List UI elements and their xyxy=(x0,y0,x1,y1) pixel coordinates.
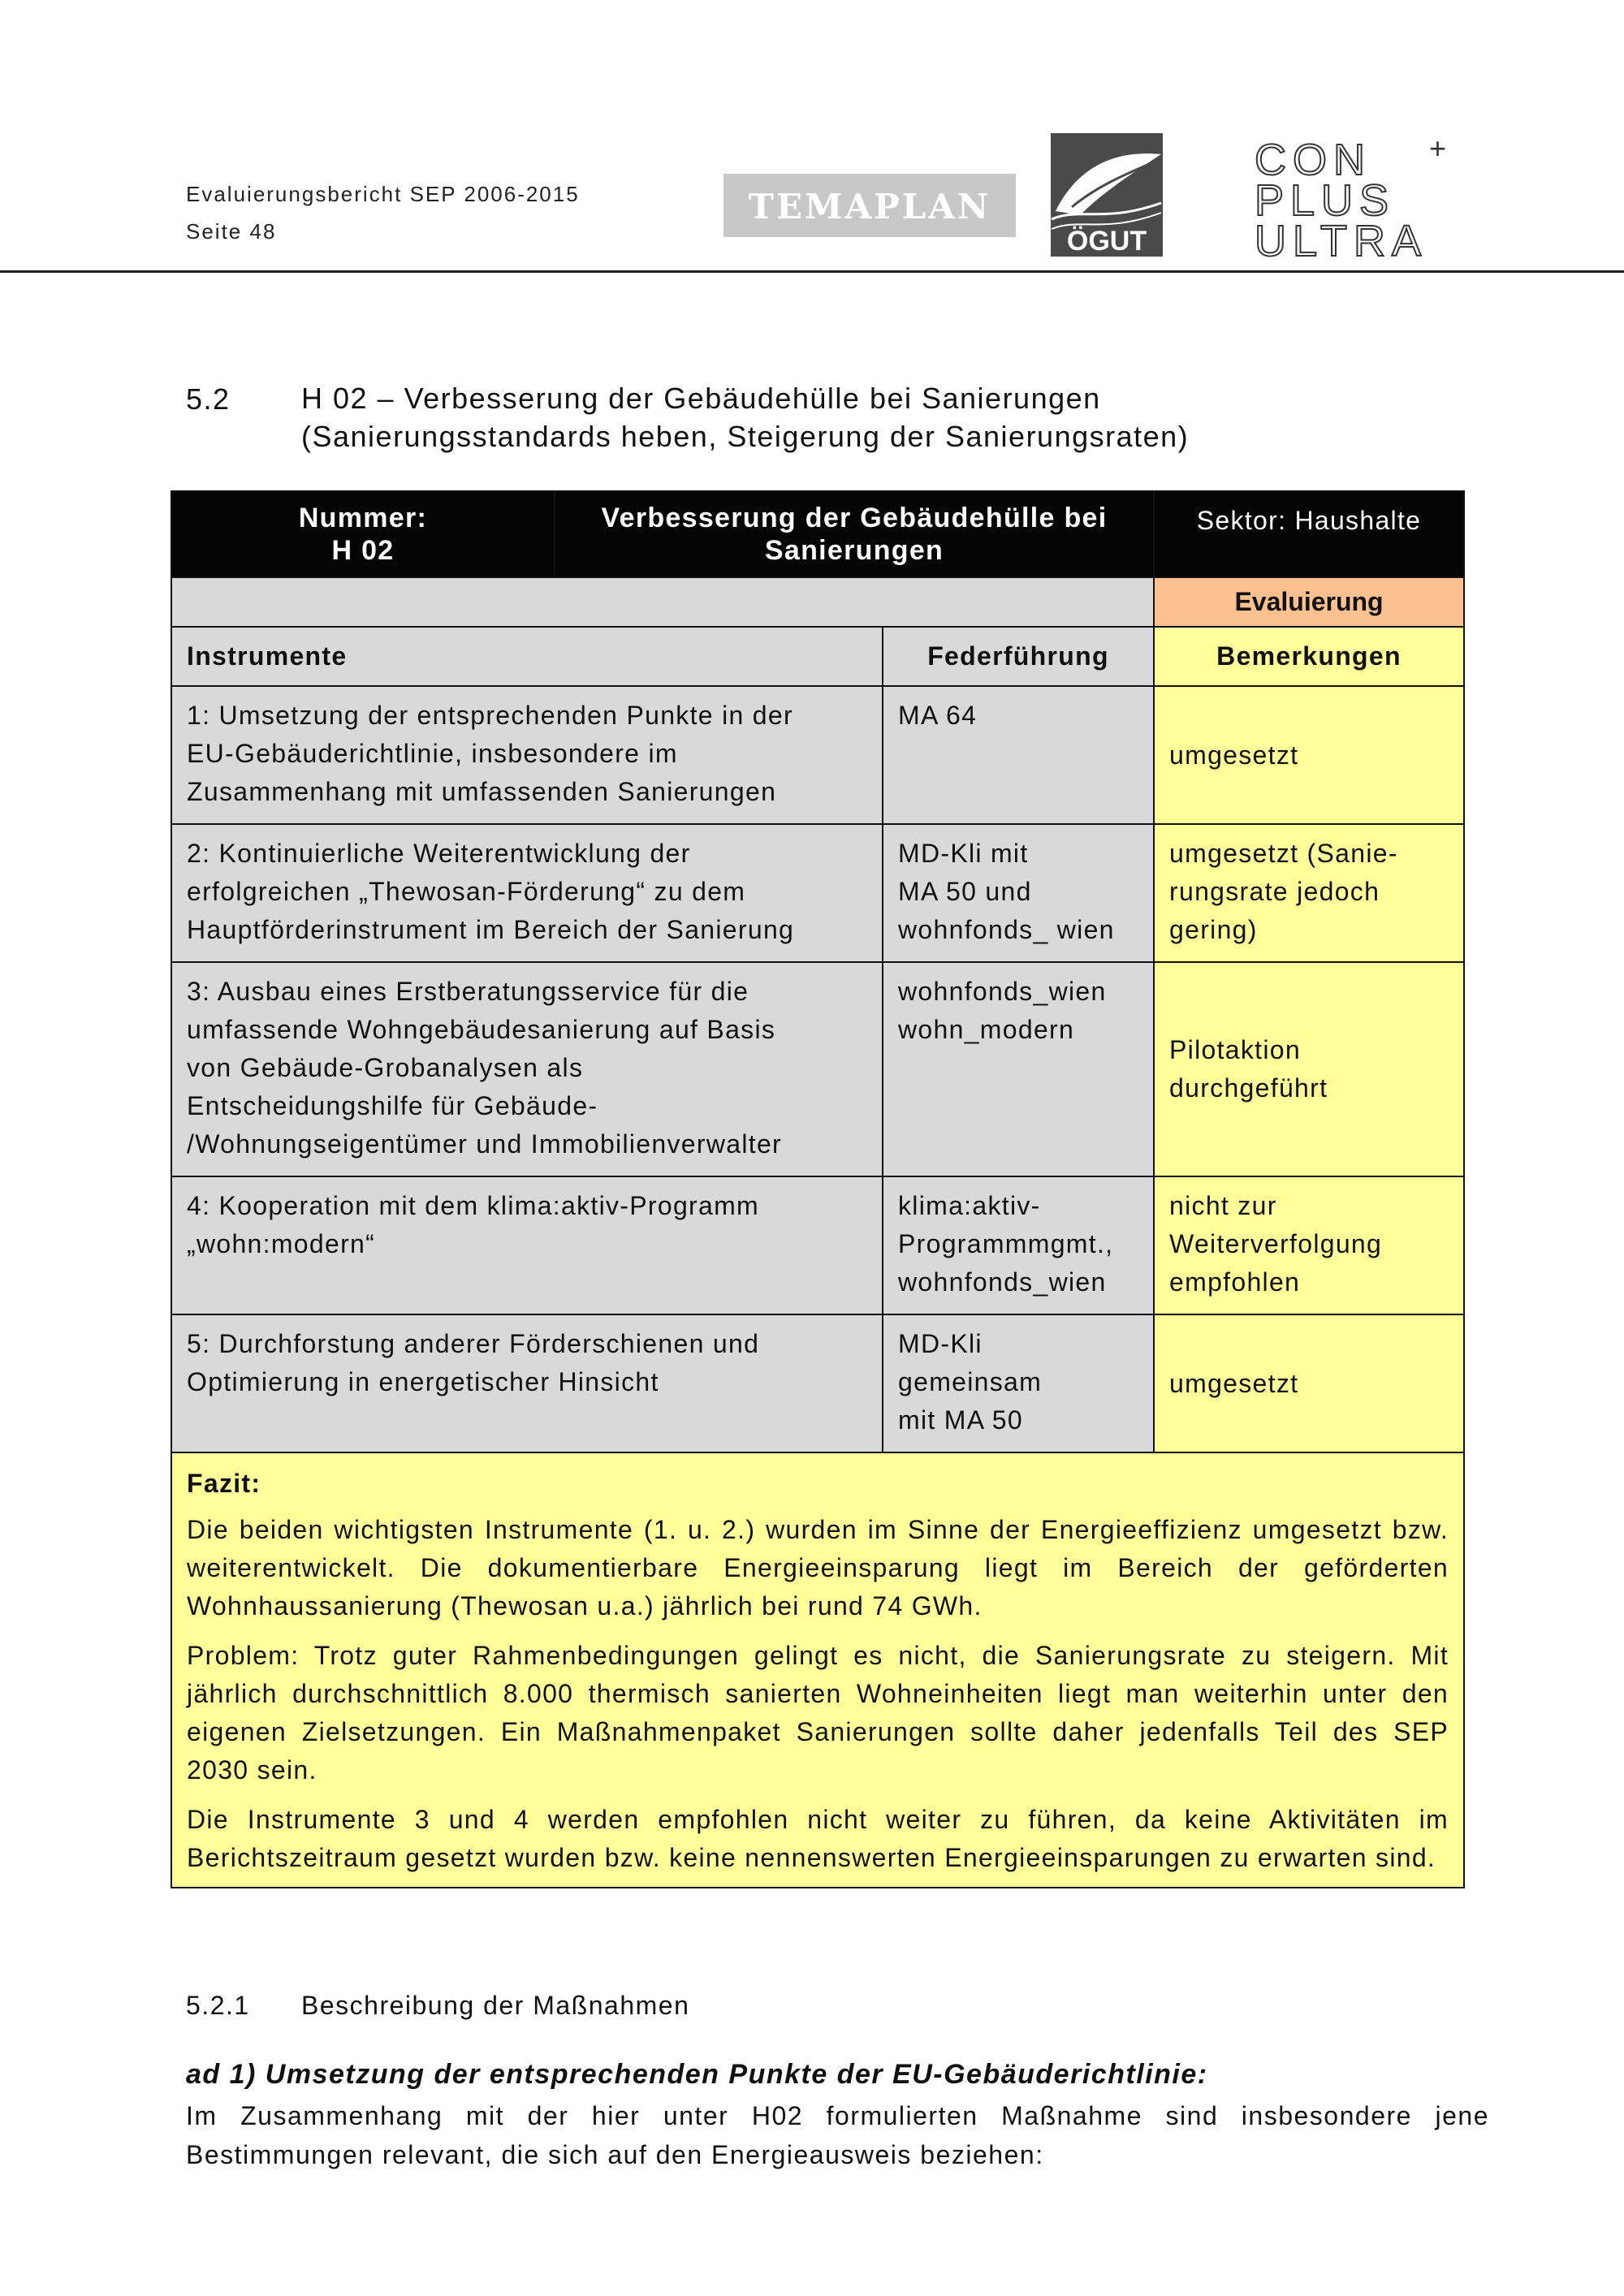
instrument-line: 1: Umsetzung der entsprechenden Punkte in der xyxy=(187,701,793,730)
lead-line: wohnfonds_ wien xyxy=(898,915,1115,944)
instrument-line: von Gebäude-Grobanalysen als xyxy=(187,1053,584,1082)
lead-cell xyxy=(883,1314,1154,1452)
conplus-logo xyxy=(1250,134,1453,264)
measure-table xyxy=(171,490,1465,1888)
instrument-cell xyxy=(171,1314,883,1452)
instrument-line: umfassende Wohngebäudesanierung auf Basis xyxy=(187,1015,776,1044)
ogut-logo-text: ÖGUT xyxy=(1066,226,1147,257)
nummer-label: Nummer: xyxy=(298,503,428,533)
instrument-line: 5: Durchforstung anderer Förderschienen und xyxy=(187,1329,760,1358)
measure-title-cell xyxy=(555,491,1154,577)
conplus-plus: + xyxy=(1429,134,1447,165)
measure-title-line1: Verbesserung der Gebäudehülle bei xyxy=(601,503,1108,533)
lead-cell xyxy=(883,686,1154,824)
instrument-line: Optimierung in energetischer Hinsicht xyxy=(187,1367,659,1396)
remark-cell xyxy=(1154,686,1464,824)
table-title-row xyxy=(171,491,1464,577)
lead-line: klima:aktiv- xyxy=(898,1191,1041,1220)
lead-line: MA 50 und xyxy=(898,877,1032,906)
subsection-title: Beschreibung der Maßnahmen xyxy=(301,1991,690,2020)
remark-line: Pilotaktion xyxy=(1169,1035,1301,1064)
remark-cell xyxy=(1154,1176,1464,1314)
sektor-cell: Sektor: Haushalte xyxy=(1154,491,1464,577)
instrument-line: Zusammenhang mit umfassenden Sanierungen xyxy=(187,777,777,806)
lead-cell xyxy=(883,1176,1154,1314)
instrument-line: Hauptförderinstrument im Bereich der Sanierung xyxy=(187,915,795,944)
section-title-line1: H 02 – Verbesserung der Gebäudehülle bei Sanierungen xyxy=(301,382,1101,415)
page-number: Seite 48 xyxy=(186,219,277,244)
col-instrumente: Instrumente xyxy=(171,627,883,686)
remark-line: nicht zur xyxy=(1169,1191,1277,1220)
remark-line: empfohlen xyxy=(1169,1267,1301,1297)
evaluierung-spacer xyxy=(171,577,1154,627)
lead-line: gemeinsam xyxy=(898,1367,1043,1396)
evaluierung-header: Evaluierung xyxy=(1154,577,1464,627)
fazit-paragraph-1: Die beiden wichtigsten Instrumente (1. u. 2.) wurden im Sinne der Energieeffizienz umgesetzt bzw. weiterentwickelt. Die dokumentierbare Energieeinsparung liegt im Bereich der geförderten Wohnhaussanierung (Thewosan u.a.) jährlich bei rund 74 GWh. xyxy=(187,1515,1449,1621)
remark-line: gering) xyxy=(1169,915,1258,944)
instrument-line: 3: Ausbau eines Erstberatungsservice für die xyxy=(187,977,749,1006)
remark-cell xyxy=(1154,824,1464,962)
lead-line: mit MA 50 xyxy=(898,1405,1023,1435)
ogut-logo xyxy=(1047,130,1169,260)
lead-line: wohnfonds_wien xyxy=(898,977,1107,1006)
table-row xyxy=(171,686,1464,824)
remark-line: rungsrate jedoch xyxy=(1169,877,1380,906)
instrument-line: 4: Kooperation mit dem klima:aktiv-Programm xyxy=(187,1191,760,1220)
fazit-row xyxy=(171,1452,1464,1888)
fazit-cell xyxy=(171,1452,1464,1888)
instrument-cell xyxy=(171,962,883,1176)
remark-line: umgesetzt xyxy=(1169,740,1299,770)
remark-line: durchgeführt xyxy=(1169,1073,1328,1103)
fazit-paragraph-2: Problem: Trotz guter Rahmenbedingungen gelingt es nicht, die Sanierungsrate zu steigern. Mit jährlich durchschnittlich 8.000 thermisch sanierten Wohneinheiten liegt man weiterhin unter den eigenen Zielsetzungen. Ein Maßnahmenpaket Sanierungen sollte daher jedenfalls Teil des SEP 2030 sein. xyxy=(187,1641,1449,1785)
lead-line: MD-Kli xyxy=(898,1329,983,1358)
col-federfuehrung: Federführung xyxy=(883,627,1154,686)
table-row xyxy=(171,962,1464,1176)
fazit-paragraph-3: Die Instrumente 3 und 4 werden empfohlen nicht weiter zu führen, da keine Aktivitäten im Berichtszeitraum gesetzt wurden bzw. keine nennenswerten Energieeinsparungen zu erwarten sind. xyxy=(187,1805,1449,1872)
instrument-line: EU-Gebäuderichtlinie, insbesondere im xyxy=(187,739,678,768)
remark-cell xyxy=(1154,962,1464,1176)
lead-cell xyxy=(883,824,1154,962)
subsection-number: 5.2.1 xyxy=(186,1991,250,2020)
col-bemerkungen: Bemerkungen xyxy=(1154,627,1464,686)
instrument-cell xyxy=(171,824,883,962)
remark-line: umgesetzt (Sanie- xyxy=(1169,839,1398,868)
section-title xyxy=(301,379,1189,455)
table-row xyxy=(171,1176,1464,1314)
report-title: Evaluierungsbericht SEP 2006-2015 xyxy=(186,182,580,206)
remark-line: Weiterverfolgung xyxy=(1169,1229,1383,1258)
temaplan-logo: TEMAPLAN xyxy=(723,174,1016,237)
table-row xyxy=(171,1314,1464,1452)
ad1-body: Im Zusammenhang mit der hier unter H02 formulierten Maßnahme sind insbesondere jene Bestimmungen relevant, die sich auf den Energieausweis beziehen: xyxy=(186,2101,1489,2169)
header-rule xyxy=(0,270,1624,273)
conplus-line2: PLUS xyxy=(1255,176,1396,225)
table-row xyxy=(171,824,1464,962)
measure-title-line2: Sanierungen xyxy=(764,535,944,566)
lead-line: wohnfonds_wien xyxy=(898,1267,1107,1297)
instrument-line: Entscheidungshilfe für Gebäude- xyxy=(187,1091,598,1120)
instrument-line: erfolgreichen „Thewosan-Förderung“ zu dem xyxy=(187,877,746,906)
lead-line: MA 64 xyxy=(898,701,978,730)
lead-line: MD-Kli mit xyxy=(898,839,1029,868)
column-header-row xyxy=(171,627,1464,686)
remark-cell xyxy=(1154,1314,1464,1452)
instrument-line: „wohn:modern“ xyxy=(187,1229,376,1258)
conplus-line3: ULTRA xyxy=(1255,217,1428,264)
evaluierung-row xyxy=(171,577,1464,627)
ad1-heading: ad 1) Umsetzung der entsprechenden Punkte der EU-Gebäuderichtlinie: xyxy=(186,2059,1208,2090)
lead-cell xyxy=(883,962,1154,1176)
nummer-cell xyxy=(171,491,555,577)
fazit-title: Fazit: xyxy=(187,1469,261,1498)
lead-line: wohn_modern xyxy=(898,1015,1075,1044)
lead-line: Programmmgmt., xyxy=(898,1229,1114,1258)
instrument-line: /Wohnungseigentümer und Immobilienverwalter xyxy=(187,1129,782,1159)
remark-line: umgesetzt xyxy=(1169,1368,1299,1398)
instrument-cell xyxy=(171,686,883,824)
conplus-line1: CON xyxy=(1255,136,1371,184)
nummer-value: H 02 xyxy=(331,535,395,566)
instrument-line: 2: Kontinuierliche Weiterentwicklung der xyxy=(187,839,691,868)
instrument-cell xyxy=(171,1176,883,1314)
section-number: 5.2 xyxy=(186,382,231,416)
section-title-line2: (Sanierungsstandards heben, Steigerung der Sanierungsraten) xyxy=(301,420,1190,453)
